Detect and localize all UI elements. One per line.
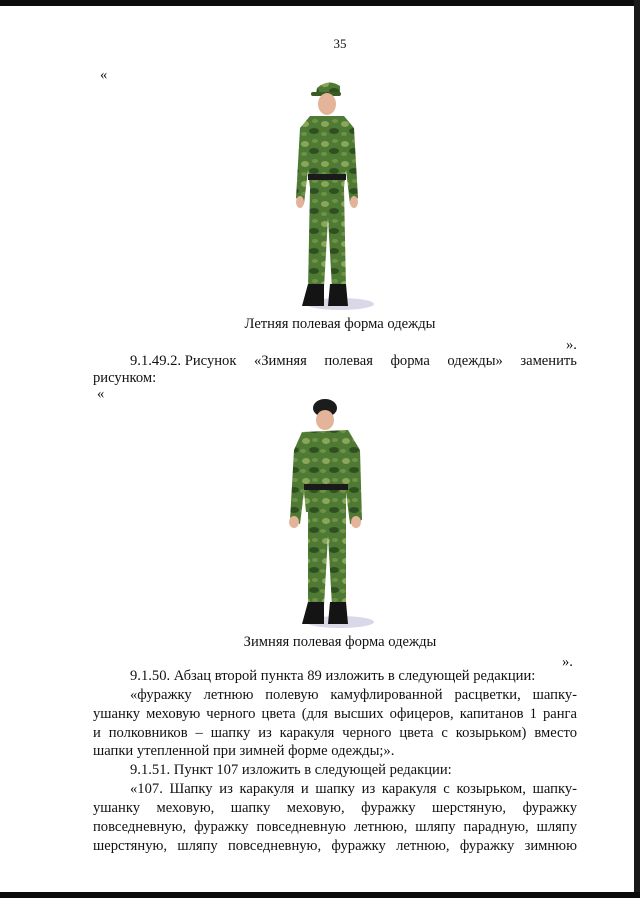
para-9-1-51-heading: 9.1.51. Пункт 107 изложить в следующей редакции: bbox=[130, 762, 452, 778]
para-9-1-49-2-word: полевая bbox=[324, 353, 373, 369]
summer-field-uniform-figure bbox=[280, 78, 390, 316]
scan-border-top bbox=[0, 0, 640, 6]
winter-field-uniform-figure bbox=[280, 396, 390, 636]
page-number: 35 bbox=[333, 36, 347, 51]
para-9-1-49-2-word: заменить bbox=[520, 353, 577, 369]
para-9-1-50-line: и полковников – шапку из каракуля черного цвета с козырьком) вместо bbox=[93, 725, 577, 741]
para-9-1-51-line: ушанку меховую, шапку меховую, фуражку шерстяную, фуражку bbox=[93, 800, 577, 816]
quote-open-2: « bbox=[97, 386, 105, 402]
para-9-1-51-line: повседневную, фуражку повседневную летнюю, шляпу парадную, шляпу bbox=[93, 819, 577, 835]
para-9-1-49-2-word: «Зимняя bbox=[253, 353, 307, 369]
para-9-1-50-line: «фуражку летнюю полевую камуфлированной расцветки, шапку- bbox=[130, 687, 577, 703]
scan-border-right bbox=[634, 0, 640, 898]
para-9-1-49-2-line-1 bbox=[130, 352, 577, 371]
figure-1-quote-close: ». bbox=[566, 337, 577, 353]
quote-open-1: « bbox=[100, 67, 108, 83]
para-9-1-51-first-line: «107. Шапку из каракуля и шапку из каракуля с козырьком, шапку- bbox=[130, 781, 577, 797]
figure-1-caption: Летняя полевая форма одежды bbox=[244, 316, 436, 332]
para-9-1-51-line: шерстяную, шляпу повседневную, фуражку летнюю, фуражку зимнюю bbox=[93, 838, 577, 854]
para-9-1-49-2-line-2: рисунком: bbox=[93, 370, 157, 386]
figure-2-quote-close: ». bbox=[562, 654, 573, 670]
para-9-1-50-line: ушанку меховую черного цвета (для высших офицеров, капитанов 1 ранга bbox=[93, 706, 577, 722]
para-9-1-49-2-word: 9.1.49.2. Рисунок bbox=[130, 353, 237, 369]
para-9-1-50-heading: 9.1.50. Абзац второй пункта 89 изложить в следующей редакции: bbox=[130, 668, 536, 684]
para-9-1-49-2-word: одежды» bbox=[447, 353, 503, 369]
para-9-1-49-2-word: форма bbox=[390, 353, 430, 369]
figure-2-caption: Зимняя полевая форма одежды bbox=[243, 634, 437, 650]
scan-border-bottom bbox=[0, 892, 640, 898]
para-9-1-50-last-line: шапки утепленной при зимней форме одежды;». bbox=[93, 743, 395, 759]
